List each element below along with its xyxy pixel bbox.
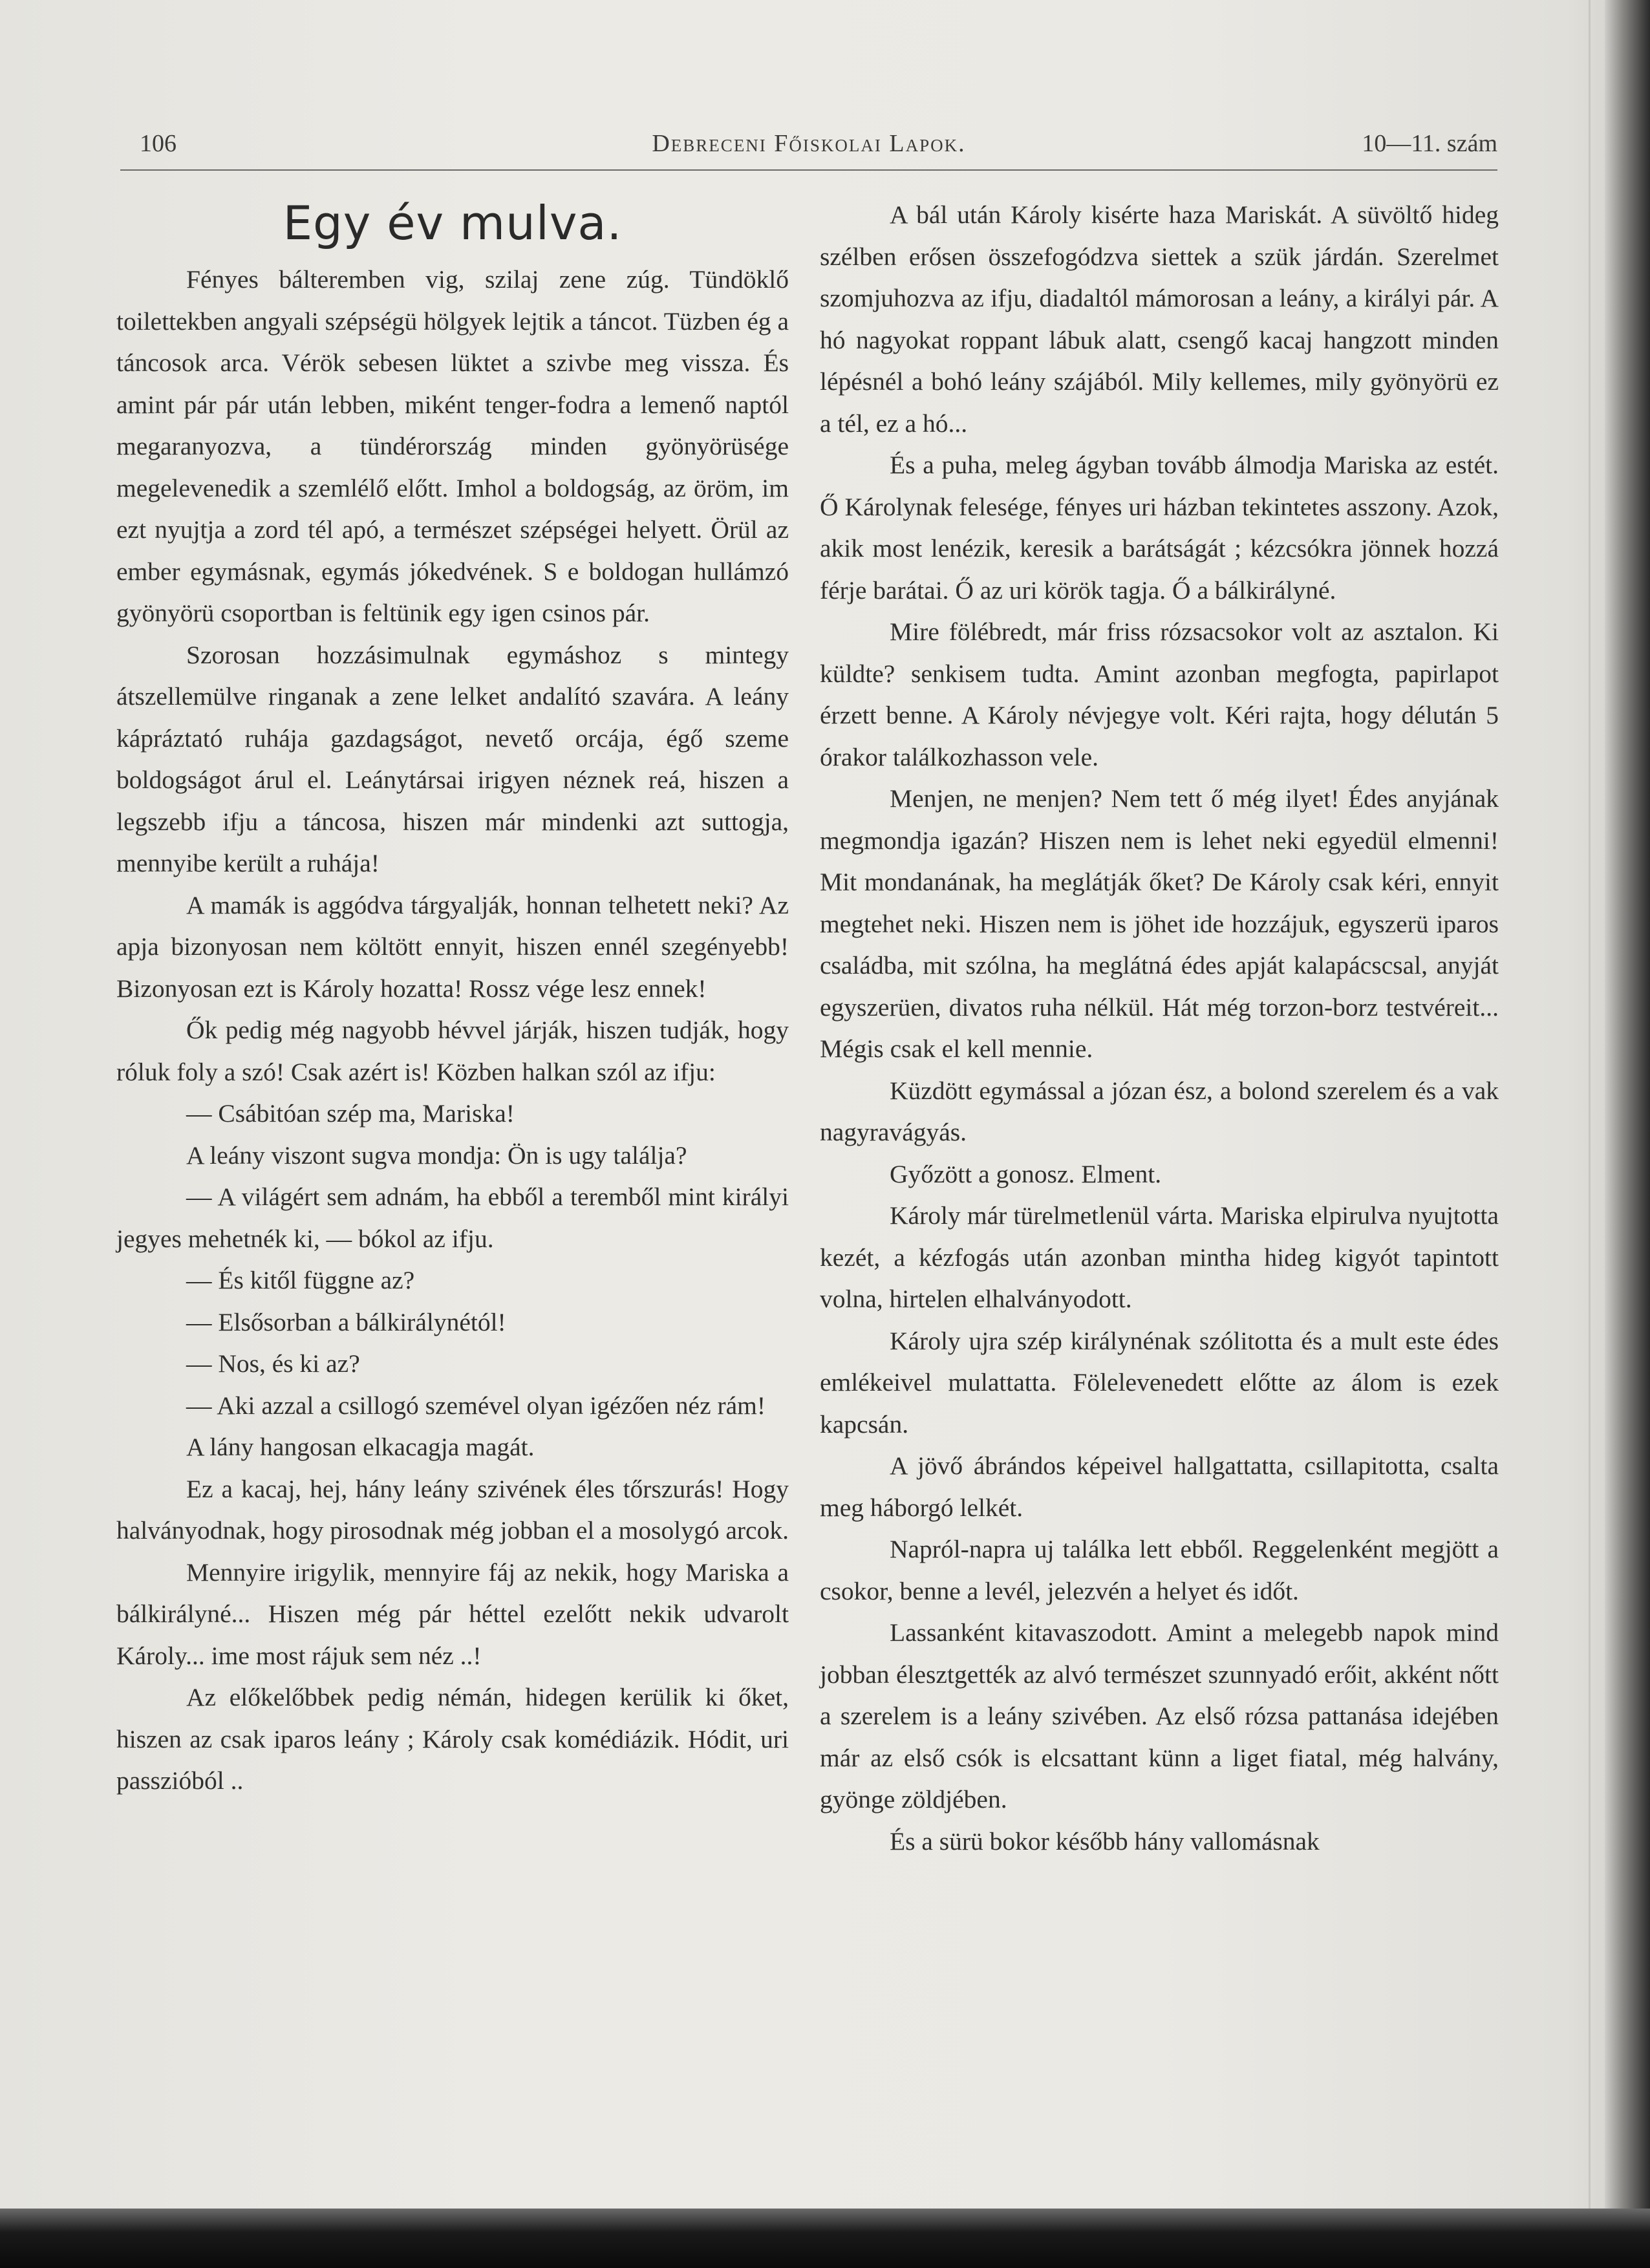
dialogue-line: — Csábitóan szép ma, Mariska!	[186, 1099, 515, 1128]
header-rule	[120, 169, 1497, 171]
issue-number: 10—11. szám	[1362, 130, 1497, 157]
left-column	[116, 187, 789, 1802]
dialogue-line: — A világért sem adnám, ha ebből a teremből mint királyi jegyes mehetnék ki, — bókol az ifju.	[116, 1182, 789, 1253]
paragraph: A leány viszont sugva mondja: Ön is ugy találja?	[186, 1140, 687, 1170]
running-header	[120, 129, 1497, 175]
paragraph: Fényes bálteremben vig, szilaj zene zúg. Tündöklő toilettekben angyali szépségü hölgyek lejtik a táncot. Tüzben ég a táncosok arca. Vérök sebesen lüktet a szivbe meg vissza. És amint pár pár után lebben, miként tenger-fodra a lemenő naptól megaranyozva, a tündérország minden gyönyörüsége megelevenedik a szemlélő előtt. Imhol a boldogság, az öröm, im ezt nyujtja a zord tél apó, a természet szépségei helyett. Örül az ember egymásnak, egymás jókedvének. S e boldogan hullámzó gyönyörü csoportban is feltünik egy igen csinos pár.	[116, 265, 789, 627]
paragraph: A jövő ábrándos képeivel hallgattatta, csillapitotta, csalta meg háborgó lelkét.	[820, 1451, 1499, 1522]
paragraph: Küzdött egymással a józan ész, a bolond szerelem és a vak nagyravágyás.	[820, 1076, 1499, 1146]
dialogue-line: — Nos, és ki az?	[186, 1349, 360, 1378]
dialogue-line: — Elsősorban a bálkirálynétól!	[186, 1307, 506, 1336]
paragraph: Károly már türelmetlenül várta. Mariska elpirulva nyujtotta kezét, a kézfogás után azonban mintha hideg kigyót tapintott volna, hirtelen elhalványodott.	[820, 1201, 1499, 1313]
paragraph: Menjen, ne menjen? Nem tett ő még ilyet! Édes anyjának megmondja igazán? Hiszen nem is lehet neki egyedül elmenni! Mit mondanának, ha meglátják őket? De Károly csak kéri, ennyit megtehet neki. Hiszen nem is jöhet ide hozzájuk, egyszerü iparos családba, mit szólna, ha meglátná édes apját kalapácscsal, anyját egyszerüen, divatos ruha nélkül. Hát még torzon-borz testvéreit... Mégis csak el kell mennie.	[820, 784, 1499, 1063]
paragraph: Mire fölébredt, már friss rózsacsokor volt az asztalon. Ki küldte? senkisem tudta. Amint azonban megfogta, papirlapot érzett benne. A Károly névjegye volt. Kéri rajta, hogy délután 5 órakor találkozhasson vele.	[820, 617, 1499, 771]
page-edge-shadow	[1605, 0, 1650, 2268]
paragraph: Napról-napra uj találka lett ebből. Reggelenként megjött a csokor, benne a levél, jelezvén a helyet és időt.	[820, 1535, 1499, 1605]
right-column	[820, 194, 1499, 1862]
article-title: Egy év mulva.	[283, 196, 623, 250]
binding-shadow-line	[1589, 0, 1591, 2268]
paragraph: Károly ujra szép királynénak szólitotta és a mult este édes emlékeivel mulattatta. Fölelevenedett előtte az álom is ezek kapcsán.	[820, 1326, 1499, 1439]
paragraph: Az előkelőbbek pedig némán, hidegen kerülik ki őket, hiszen az csak iparos leány ; Károly csak komédiázik. Hódit, uri passzióból ..	[116, 1683, 789, 1795]
paragraph: A mamák is aggódva tárgyalják, honnan telhetett neki? Az apja bizonyosan nem költött ennyit, hiszen ennél szegényebb! Bizonyosan ezt is Károly hozatta! Rossz vége lesz ennek!	[116, 890, 789, 1003]
scan-bottom-edge	[0, 2209, 1650, 2268]
paragraph: És a sürü bokor később hány vallomásnak	[890, 1826, 1320, 1856]
paragraph: És a puha, meleg ágyban tovább álmodja Mariska az estét. Ő Károlynak felesége, fényes uri házban tekintetes asszony. Azok, akik most lenézik, keresik a barátságát ; kézcsókra jönnek hozzá férje barátai. Ő az uri körök tagja. Ő a bálkirályné.	[820, 451, 1499, 604]
journal-title: Debreceni Főiskolai Lapok.	[652, 130, 966, 157]
paragraph: A lány hangosan elkacagja magát.	[186, 1433, 535, 1461]
dialogue-line: — Aki azzal a csillogó szemével olyan igézően néz rám!	[186, 1391, 766, 1420]
paragraph: Mennyire irigylik, mennyire fáj az nekik, hogy Mariska a bálkirályné... Hiszen még pár héttel ezelőtt nekik udvarolt Károly... ime most rájuk sem néz ..!	[116, 1557, 789, 1670]
paragraph: Ők pedig még nagyobb hévvel járják, hiszen tudják, hogy róluk foly a szó! Csak azért is! Közben halkan szól az ifju:	[116, 1016, 789, 1086]
page-number: 106	[140, 130, 177, 157]
paragraph: Ez a kacaj, hej, hány leány szivének éles tőrszurás! Hogy halványodnak, hogy pirosodnak még jobban el a mosolygó arcok.	[116, 1474, 789, 1545]
dialogue-line: — És kitől függne az?	[186, 1266, 415, 1294]
paragraph: Győzött a gonosz. Elment.	[890, 1159, 1162, 1188]
paragraph: A bál után Károly kisérte haza Mariskát. A süvöltő hideg szélben erősen összefogódzva siettek a szük járdán. Szerelmet szomjuhozva az ifju, diadaltól mámorosan a leány, a királyi pár. A hó nagyokat roppant lábuk alatt, csengő kacaj hangzott minden lépésnél a bohó leány szájából. Mily kellemes, mily gyönyörü ez a tél, ez a hó...	[820, 200, 1499, 438]
paragraph: Szorosan hozzásimulnak egymáshoz s mintegy átszellemülve ringanak a zene lelket andalító szavára. A leány kápráztató ruhája gazdagságot, nevető orcája, égő szeme boldogságot árul el. Leánytársai irigyen néznek reá, hiszen a legszebb ifju a táncosa, hiszen már mindenki azt suttogja, mennyibe került a ruhája!	[116, 640, 789, 877]
paragraph: Lassanként kitavaszodott. Amint a melegebb napok mind jobban élesztgették az alvó természet szunnyadó erőit, akként nőtt a szerelem is a leány szivében. Az első rózsa pattanása idejében már az első csók is elcsattant künn a liget fiatal, még halvány, gyönge zöldjében.	[820, 1618, 1499, 1813]
